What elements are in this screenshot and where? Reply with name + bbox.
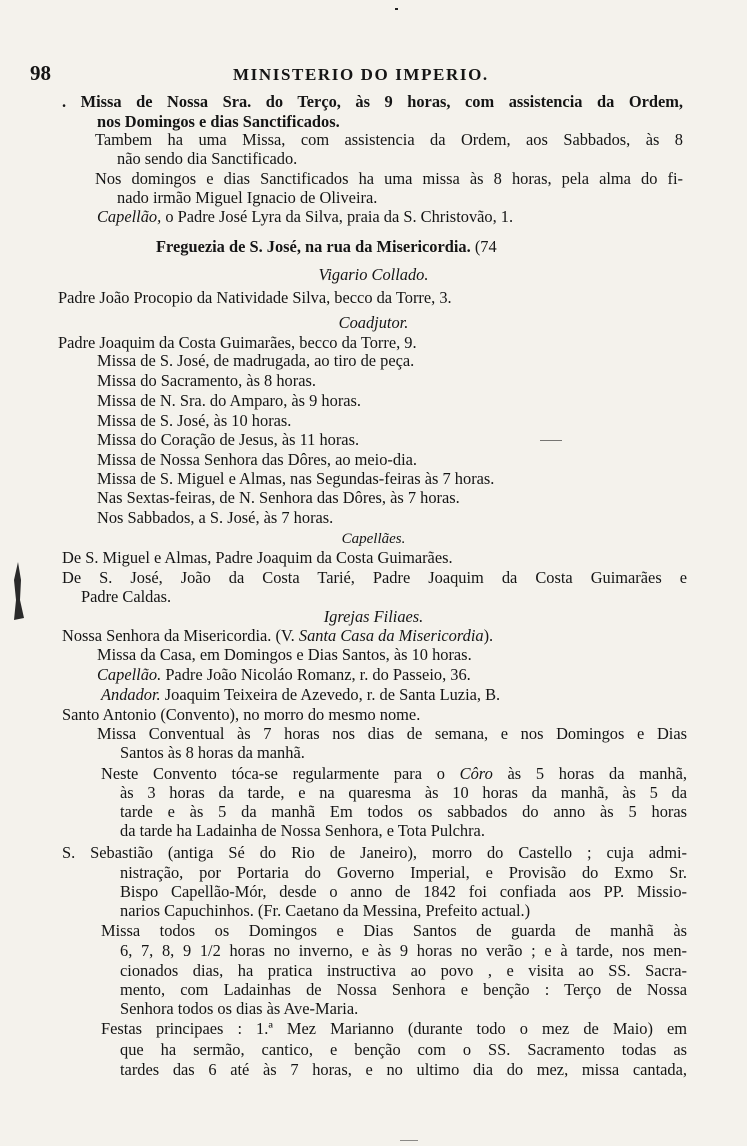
mass-line: Missa de S. José, de madrugada, ao tiro de peça. — [97, 351, 415, 370]
text-span: Neste Convento tóca-se regularmente para o — [101, 764, 445, 783]
ink-stroke — [540, 440, 562, 441]
role-label: Capellão. — [97, 665, 162, 684]
text-line — [101, 685, 500, 705]
text-line: Missa todos os Domingos e Dias Santos de guarda de manhã às — [101, 921, 687, 940]
cross-reference: (V. — [275, 626, 295, 645]
text-span-italic: Côro — [459, 764, 493, 783]
ink-stroke — [400, 1140, 418, 1141]
mass-line: Nos Sabbados, a S. José, às 7 horas. — [97, 508, 334, 527]
text-line: De S. José, João da Costa Tarié, Padre Joaquim da Costa Guimarães e — [62, 568, 687, 587]
mass-line: Nas Sextas-feiras, de N. Senhora das Dôres, às 7 horas. — [97, 488, 460, 507]
text-line: nado irmão Miguel Ignacio de Oliveira. — [117, 188, 378, 207]
page-number: 98 — [30, 61, 51, 85]
text-line: Nos domingos e dias Sanctificados ha uma missa às 8 horas, pela alma do fi- — [95, 169, 683, 188]
text-line: cionados dias, ha pratica instructiva ao povo , e visita ao SS. Sacra- — [120, 961, 687, 980]
text-line: De S. Miguel e Almas, Padre Joaquim da Costa Guimarães. — [62, 548, 453, 567]
text-line: Festas principaes : 1.ª Mez Marianno (durante todo o mez de Maio) em — [101, 1019, 687, 1038]
text-line: S. Sebastião (antiga Sé do Rio de Janeiro), morro do Castello ; cuja admi- — [62, 843, 687, 862]
text-line: às 3 horas da tarde, e na quaresma às 10 horas da manhã, às 5 da — [120, 783, 687, 802]
section-title: Capellães. — [341, 531, 406, 547]
role-holder: o Padre José Lyra da Silva, praia da S. Christovão, 1. — [165, 207, 514, 226]
text-line — [97, 207, 513, 227]
text-line: Padre Caldas. — [81, 587, 172, 606]
church-name: Nossa Senhora da Misericordia. — [62, 626, 272, 645]
text-line: nos Domingos e dias Sanctificados. — [97, 112, 340, 131]
cross-reference-close: ). — [483, 626, 494, 645]
role-holder: Joaquim Teixeira de Azevedo, r. de Santa Luzia, B. — [164, 685, 501, 704]
text-line: não sendo dia Sanctificado. — [117, 149, 298, 168]
text-line: Missa da Casa, em Domingos e Dias Santos, às 10 horas. — [97, 645, 472, 664]
text-line: Tambem ha uma Missa, com assistencia da Ordem, aos Sabbados, às 8 — [95, 130, 683, 149]
mass-line: Missa de S. Miguel e Almas, nas Segundas-feiras às 7 horas. — [97, 469, 495, 488]
text-line: . Missa de Nossa Sra. do Terço, às 9 horas, com assistencia da Ordem, — [62, 92, 683, 111]
text-line — [101, 764, 687, 784]
role-label: Andador. — [101, 685, 161, 704]
parish-heading-text: Freguezia de S. José, na rua da Misericordia. — [156, 237, 471, 256]
mass-line: Missa de S. José, às 10 horas. — [97, 411, 292, 430]
text-line: nistração, por Portaria do Governo Imperial, e Provisão do Exmo Sr. — [120, 863, 687, 882]
text-line: da tarde ha Ladainha de Nossa Senhora, e Tota Pulchra. — [120, 821, 485, 840]
text-line: Bispo Capellão-Mór, desde o anno de 1842 foi confiada aos PP. Missio- — [120, 882, 687, 901]
text-line: Santo Antonio (Convento), no morro do mesmo nome. — [62, 705, 421, 724]
text-line: Padre Joaquim da Costa Guimarães, becco da Torre, 9. — [58, 333, 417, 352]
mass-line: Missa do Coração de Jesus, às 11 horas. — [97, 430, 360, 449]
role-label: Capellão, — [97, 207, 162, 226]
text-line: 6, 7, 8, 9 1/2 horas no inverno, e às 9 horas no verão ; e à tarde, nos men- — [120, 941, 687, 960]
section-title: Vigario Collado. — [318, 265, 429, 284]
running-title: MINISTERIO DO IMPERIO. — [233, 65, 489, 84]
text-line — [97, 665, 471, 685]
mass-line: Missa de N. Sra. do Amparo, às 9 horas. — [97, 391, 362, 410]
text-line: que ha sermão, cantico, e benção com o SS. Sacramento todas as — [120, 1040, 687, 1059]
mass-line: Missa de Nossa Senhora das Dôres, ao meio-dia. — [97, 450, 418, 469]
text-line: Padre João Procopio da Natividade Silva, becco da Torre, 3. — [58, 288, 452, 307]
parish-reference: (74 — [474, 237, 497, 256]
text-line: mento, com Ladainhas de Nossa Senhora e benção : Terço de Nossa — [120, 980, 687, 999]
text-line: Missa Conventual às 7 horas nos dias de semana, e nos Domingos e Dias — [97, 724, 687, 743]
text-line: Senhora todos os dias às Ave-Maria. — [120, 999, 359, 1018]
text-line — [62, 626, 493, 646]
section-title: Coadjutor. — [338, 313, 409, 332]
text-span: às 5 horas da manhã, — [507, 764, 687, 783]
text-line: tardes das 6 até às 7 horas, e no ultimo dia do mez, missa cantada, — [120, 1060, 687, 1079]
binding-mark — [8, 560, 28, 622]
text-line: tarde e às 5 da manhã Em todos os sabbados do anno às 5 horas — [120, 802, 687, 821]
parish-heading — [156, 237, 497, 257]
text-line: Santos às 8 horas da manhã. — [120, 743, 305, 762]
role-holder: Padre João Nicoláo Romanz, r. do Passeio, 36. — [165, 665, 471, 684]
mass-line: Missa do Sacramento, às 8 horas. — [97, 371, 316, 390]
ink-speck — [395, 8, 398, 10]
text-line: narios Capuchinhos. (Fr. Caetano da Messina, Prefeito actual.) — [120, 901, 531, 920]
cross-reference-target: Santa Casa da Misericordia — [298, 626, 484, 645]
section-title: Igrejas Filiaes. — [323, 607, 424, 626]
